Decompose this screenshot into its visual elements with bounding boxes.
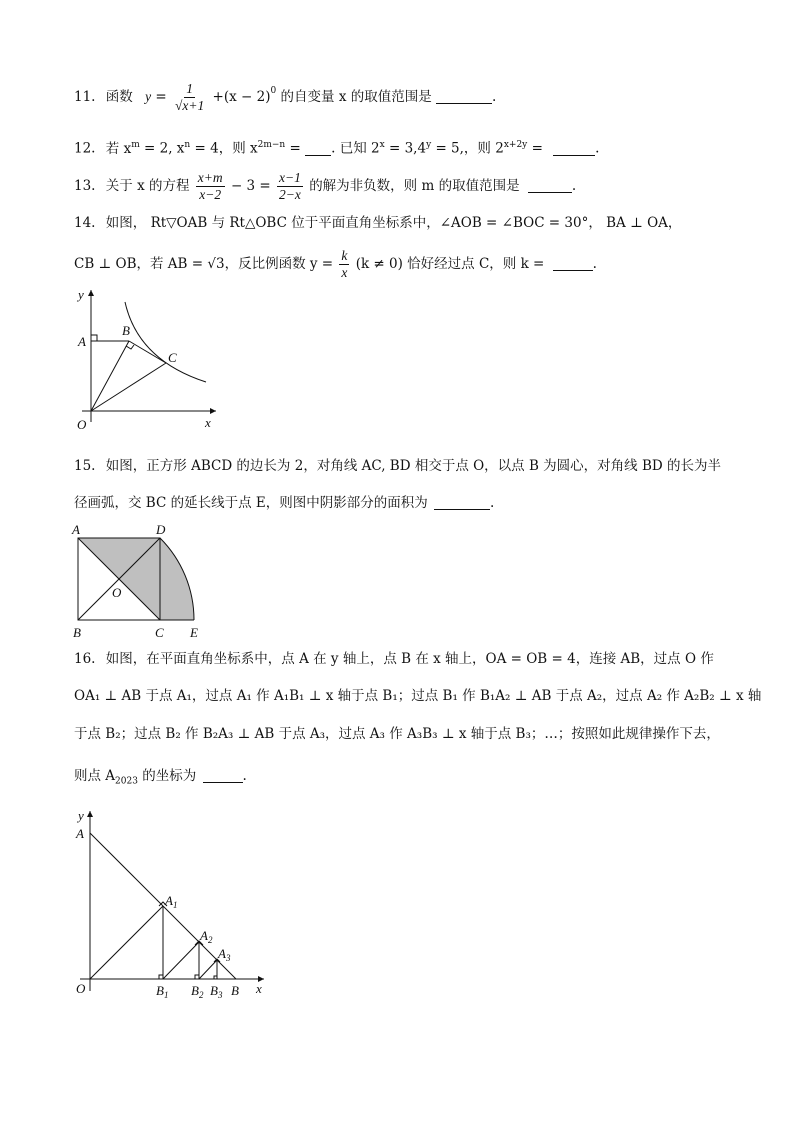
label-y: y xyxy=(78,808,84,823)
label-x: x xyxy=(256,981,262,996)
segment-OA1 xyxy=(90,906,163,979)
problem-13: 13. 关于 x 的方程 $\frac{x+m}{x-2}$ − 3 = $\frac{x-1}{2-x}$ 的解为非负数，则 m 的取值范围是 . xyxy=(74,170,577,202)
label-B1: $B_1$ xyxy=(156,983,169,1000)
label-O: O xyxy=(77,417,87,432)
segment-OB xyxy=(91,341,129,411)
problem-number: 14. xyxy=(74,215,96,231)
problem-15-line-1: 15. 如图，正方形 ABCD 的边长为 2，对角线 AC, BD 相交于点 O，以点 B 为圆心，对角线 BD 的长为半 xyxy=(74,458,722,474)
problem-number: 13. xyxy=(74,178,96,194)
label-B: B xyxy=(73,625,81,640)
label-A: A xyxy=(72,522,80,537)
label-A: A xyxy=(76,826,84,841)
problem-14-line-2: CB ⊥ OB，若 AB = √3，反比例函数 y = $\frac{k}{x}$ (k ≠ 0) 恰好经过点 C，则 k = . xyxy=(74,248,597,280)
segment-BC xyxy=(129,341,166,363)
y-equals: y xyxy=(145,89,152,104)
problem-14-line-1: 14. 如图， Rt▽OAB 与 Rt△OBC 位于平面直角坐标系中，∠AOB = ∠BOC = 30°， BA ⊥ OA， xyxy=(74,215,682,231)
problem-11: 11. 函数 y = $\frac{1}{√x+1}$ $+(x - 2)^0$ 的自变量 x 的取值范围是 . xyxy=(74,81,497,113)
problem-number: 11. xyxy=(74,89,96,105)
answer-blank-16[interactable] xyxy=(203,768,243,783)
right-angle-mark-A xyxy=(91,335,97,341)
fraction-1-over-sqrt: $\frac{1}{√x+1}$ xyxy=(174,81,205,113)
label-C: C xyxy=(155,625,164,640)
figure-14-coordinate-diagram xyxy=(72,282,232,432)
answer-blank-12b[interactable] xyxy=(553,141,595,156)
hyperbola-curve xyxy=(125,302,206,382)
problem-16-line-3: 于点 B₂；过点 B₂ 作 B₂A₃ ⊥ AB 于点 A₃，过点 A₃ 作 A₃B₃ ⊥ x 轴于点 B₃；…；按照如此规律操作下去， xyxy=(74,726,720,742)
figure-16-iterative-diagram xyxy=(70,805,280,1005)
right-angle-mark-B xyxy=(126,345,134,349)
problem-16-line-1: 16. 如图，在平面直角坐标系中，点 A 在 y 轴上，点 B 在 x 轴上，OA = OB = 4，连接 AB，过点 O 作 xyxy=(74,651,714,667)
label-O: O xyxy=(76,981,86,996)
power-term: +(x − 2) xyxy=(212,89,271,105)
label-A1: $A_1$ xyxy=(165,893,178,910)
figure-15-square-diagram xyxy=(70,520,220,645)
label-x: x xyxy=(205,415,211,430)
label-B2: $B_2$ xyxy=(191,983,204,1000)
label-A: A xyxy=(78,334,86,349)
fraction-x-minus-1: $\frac{x-1}{2-x}$ xyxy=(279,170,301,202)
problem-16-line-4: 则点 $A_{2023}$ 的坐标为 . xyxy=(74,768,247,787)
fraction-k-over-x: $\frac{k}{x}$ xyxy=(341,248,348,280)
label-C: C xyxy=(168,350,177,365)
label-B: B xyxy=(122,323,130,338)
answer-blank-15[interactable] xyxy=(434,495,490,510)
fraction-x-plus-m: $\frac{x+m}{x-2}$ xyxy=(197,170,223,202)
shaded-arc-region xyxy=(160,538,194,620)
problem-number: 12. xyxy=(74,140,96,157)
right-angle-mark-B2 xyxy=(195,975,199,979)
label-A2: $A_2$ xyxy=(200,928,213,945)
label-B3: $B_3$ xyxy=(210,983,223,1000)
label-O: O xyxy=(112,585,122,600)
problem-15-line-2: 径画弧，交 BC 的延长线于点 E，则图中阴影部分的面积为 . xyxy=(74,495,495,511)
problem-16-line-2: OA₁ ⊥ AB 于点 A₁，过点 A₁ 作 A₁B₁ ⊥ x 轴于点 B₁；过点 B₁ 作 B₁A₂ ⊥ AB 于点 A₂，过点 A₂ 作 A₂B₂ ⊥ x 轴 xyxy=(74,688,762,704)
segment-OC xyxy=(91,363,166,411)
label-D: D xyxy=(156,522,166,537)
segment-B1A2 xyxy=(163,942,199,979)
problem-number: 15. xyxy=(74,458,96,474)
label-y: y xyxy=(78,287,84,302)
answer-blank-11[interactable] xyxy=(436,89,492,104)
label-E: E xyxy=(190,625,198,640)
problem-number: 16. xyxy=(74,651,96,667)
right-angle-mark-B1 xyxy=(159,975,163,979)
answer-blank-13[interactable] xyxy=(528,178,572,193)
problem-12: 12. 若 $x^m = 2$, $x^n = 4$，则 $x^{2m-n}$ = . 已知 $2^x = 3,4^y = 5$,，则 $2^{x+2y}$ = . xyxy=(74,140,600,157)
label-B: B xyxy=(231,983,239,998)
problem-11-lead: 函数 xyxy=(105,89,133,105)
answer-blank-14[interactable] xyxy=(553,256,593,271)
label-A3: $A_3$ xyxy=(218,946,231,963)
problem-11-tail: 的自变量 x 的取值范围是 xyxy=(280,89,432,105)
answer-blank-12a[interactable] xyxy=(305,141,331,156)
